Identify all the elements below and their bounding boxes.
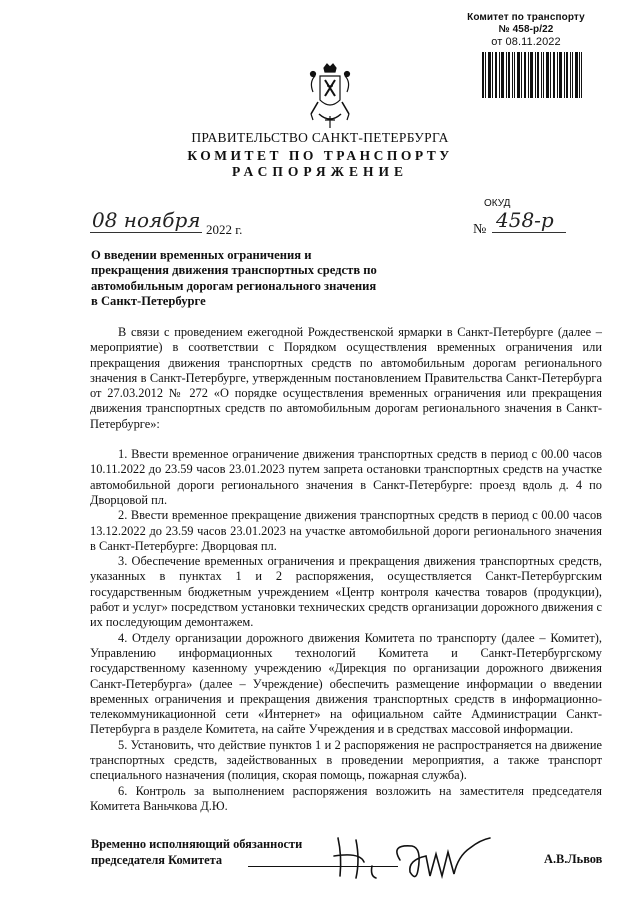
item-paragraph: 6. Контроль за выполнением распоряжения возложить на заместителя председателя Комитета Ваньчкова Д.Ю. [90, 783, 602, 813]
committee-title: КОМИТЕТ ПО ТРАНСПОРТУ [187, 148, 453, 163]
stamp-committee: Комитет по транспорту [467, 12, 585, 23]
document-body [90, 325, 602, 814]
item-paragraph: 2. Ввести временное прекращение движения транспортных средств в период с 00.00 часов 13.12.2022 до 23.59 часов 23.01.2023 на участке автомобильной дороги регионального значения в Санкт-Петербурге: Дворцовая пл. [90, 508, 602, 553]
registration-stamp [456, 12, 596, 48]
document-year: 2022 г. [206, 222, 243, 237]
number-label: № [473, 222, 487, 237]
document-subject: О введении временных ограничения и прекращения движения транспортных средств по автомобильным дорогам регионального значения в Санкт-Петербурге [91, 248, 377, 308]
barcode [482, 52, 582, 98]
preamble-paragraph: В связи с проведением ежегодной Рождественской ярмарки в Санкт-Петербурге (далее – мероприятие) в соответствии с Порядком осуществления временных ограничения или прекращения движения транспортных средств по автомобильным дорогам регионального значения в Санкт-Петербурге, утвержденным постановлением Правительства Санкт-Петербурга от 27.03.2012 № 272 «О порядке осуществления временных ограничения или прекращения движения транспортных средств по автомобильным дорогам регионального значения в Санкт-Петербурге»: [90, 325, 602, 431]
coat-of-arms-emblem [307, 62, 353, 130]
signer-name: А.В.Львов [544, 852, 603, 866]
handwritten-date: 08 ноября [92, 208, 201, 232]
government-title: ПРАВИТЕЛЬСТВО САНКТ-ПЕТЕРБУРГА [191, 130, 449, 145]
handwritten-signature [330, 826, 530, 884]
item-paragraph: 4. Отделу организации дорожного движения Комитета по транспорту (далее – Комитет), Управлению информационных технологий Комитета и Санкт-Петербургскому государственному казенному учреждению «Дирекция по организации дорожного движения Санкт-Петербурга» (далее – Учреждение) обеспечить размещение информации о введении временных ограничения и прекращения движения транспортных средств в информационно-телекоммуникационной сети «Интернет» на официальном сайте Администрации Санкт-Петербурга в разделе Комитета, на сайте Учреждения и в средствах массовой информации. [90, 630, 602, 737]
item-paragraph: 1. Ввести временное ограничение движения транспортных средств в период с 00.00 часов 10.11.2022 до 23.59 часов 23.01.2023 путем запрета остановки транспортных средств на участке автомобильной дороги регионального значения в Санкт-Петербурге: проезд вдоль д. 4 по Дворцовой пл. [90, 447, 602, 507]
stamp-number: № 458-р/22 [498, 24, 554, 35]
signer-position: Временно исполняющий обязанности председателя Комитета [91, 837, 303, 867]
item-paragraph: 5. Установить, что действие пунктов 1 и 2 распоряжения не распространяется на движение транспортных средств, задействованных в проведении мероприятия, а также транспорт специального назначения (полиция, скорая помощь, пожарная служба). [90, 737, 602, 783]
stamp-date: от 08.11.2022 [491, 36, 561, 48]
okud-label: ОКУД [484, 198, 511, 209]
handwritten-number: 458-р [492, 208, 566, 233]
document-type-title: РАСПОРЯЖЕНИЕ [231, 164, 409, 179]
item-paragraph: 3. Обеспечение временных ограничения и прекращения движения транспортных средств, указанных в пунктах 1 и 2 распоряжения, осуществляется Санкт-Петербургским государственным бюджетным учреждением «Центр контроля качества товаров (продукции), работ и услуг» посредством установки технических средств организации дорожного движения с их последующим демонтажем. [90, 554, 602, 630]
